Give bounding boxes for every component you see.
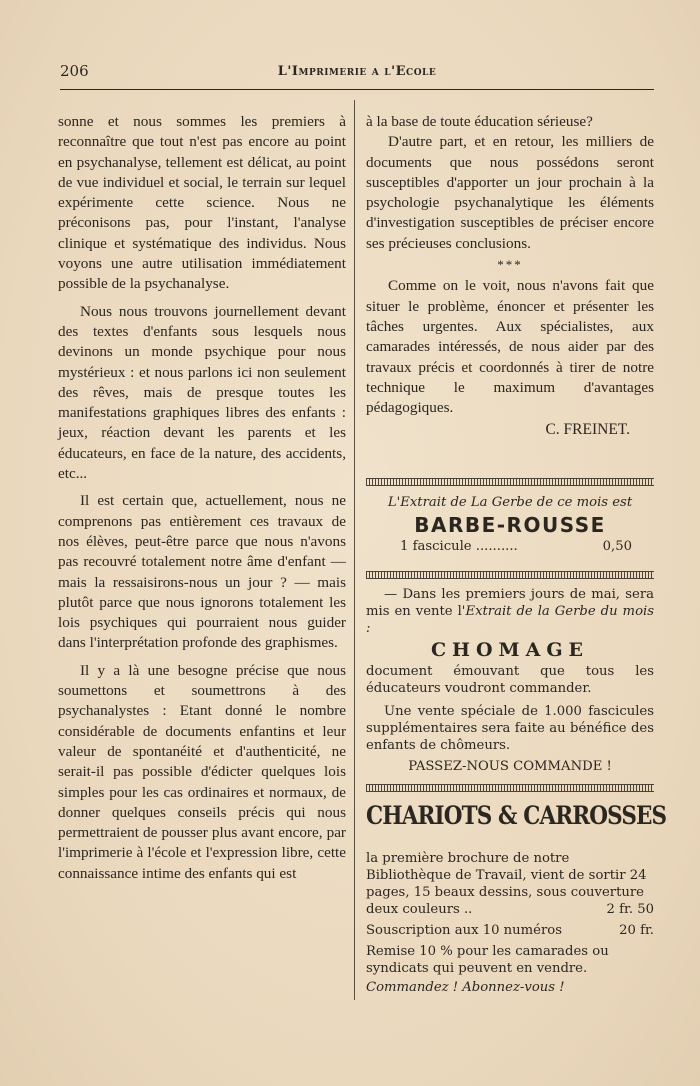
subscription-label: Souscription aux 10 numéros (366, 923, 562, 938)
ad-call-to-action: PASSEZ-NOUS COMMANDE ! (408, 759, 612, 774)
ad-title: CHARIOTS & CARROSSES (366, 801, 667, 830)
page-number: 206 (60, 62, 89, 80)
right-column (366, 112, 654, 441)
ad-sale-text: Une vente spéciale de 1.000 fascicules supplémentaires sera faite au bénéfice des enfants de chômeurs. (366, 704, 654, 753)
paragraph: Comme on le voit, nous n'avons fait que situer le problème, énoncer et présenter les tâches urgentes. Aux spécialistes, aux camarades intéressés, de nous aider par des travaux précis et coordonnés à tirer de notre technique le maximum d'avantages pédagogiques. (366, 277, 654, 417)
paragraph: Il y a là une besogne précise que nous soumettons et soumettrons à des psychanalystes : Etant donné le nombre considérable de documents enfantins et leur valeur de spontanéité et d'authenticité, ne serait-il pas possible d'édicter quelques lois simples pour les cas ordinaires et normaux, de donner quelques conseils précis qui nous permettraient de pousser plus avant encore, par l'imprimerie à l'école et l'expression libre, cette connaissance intime des enfants qui est (58, 661, 346, 882)
signature: C. FREINET. (545, 421, 630, 439)
discount-text: Remise 10 % pour les camarades ou syndicats qui peuvent en vendre. (366, 944, 609, 976)
ad-intro-text: — Dans les premiers jours de mai, sera mis en vente l' (366, 587, 654, 619)
ad-price-line (366, 538, 654, 556)
ad-chariots (366, 800, 667, 996)
section-separator: *** (497, 257, 523, 273)
ad-intro-italic: Extrait de la Gerbe du mois : (366, 604, 654, 636)
column-divider (354, 100, 355, 1000)
ad-body (366, 850, 654, 996)
paragraph: Nous nous trouvons journellement devant des textes d'enfants sous lesquels nous devinons un monde psychique pour nous mystérieux : et nous parlons ici non seulement des rêves, mais de presque toutes les manifestations graphiques libres des enfants : jeux, réaction devant les parents et les éducateurs, en face de la nature, des accidents, etc... (58, 302, 346, 483)
running-title: L'Imprimerie a l'Ecole (277, 64, 437, 79)
ad-intro: L'Extrait de La Gerbe de ce mois est (387, 495, 633, 510)
ad-description: la première brochure de notre Bibliothèque de Travail, vient de sortir 24 pages, 15 beaux dessins, sous couverture deux couleurs .. 2 fr. 50 (366, 851, 654, 917)
price-label: 1 fascicule .......... (400, 539, 518, 554)
subscription-line (366, 922, 654, 939)
ad-chomage (366, 586, 654, 775)
header-rule (60, 89, 654, 90)
price-value: 0,50 (602, 539, 632, 554)
paragraph: sonne et nous sommes les premiers à reconnaître que tout n'est pas encore au point en psychanalyse, tellement est délicat, au point de vue individuel et social, le terrain sur lequel expérimente cette science. Nous ne préconisons pas, pour l'instant, l'analyse clinique et systématique des individus. Nous voyons une autre utilisation immédiatement possible de la psychanalyse. (58, 113, 346, 293)
ad-price: 2 fr. 50 (606, 902, 654, 917)
ornamental-rule (366, 784, 654, 792)
ad-title: CHOMAGE (430, 639, 590, 661)
ad-barbe-rousse (366, 494, 654, 556)
left-column (58, 112, 346, 891)
paragraph: à la base de toute éducation sérieuse? (366, 113, 593, 130)
ornamental-rule (366, 478, 654, 486)
ad-intro (366, 586, 654, 637)
page-header (60, 62, 654, 86)
paragraph: D'autre part, et en retour, les milliers de documents que nous possédons seront susceptibles d'apporter un jour prochain à la psychologie psychanalytique les éléments d'investigation susceptibles de préciser encore ses précieuses conclusions. (366, 133, 654, 252)
ad-title: BARBE-ROUSSE (414, 513, 606, 537)
slogan: Commandez ! Abonnez-vous ! (366, 980, 565, 995)
paragraph: Il est certain que, actuellement, nous ne comprenons pas entièrement ces travaux de nos élèves, peut-être parce que nous n'avons pas recouvré totalement notre âme d'enfant — mais la ressaisirons-nous un jour ? — mais plutôt parce que nous ignorons totalement les lois psychiques qui pourraient nous guider dans l'interprétation profonde des graphismes. (58, 492, 346, 652)
ornamental-rule (366, 571, 654, 579)
subscription-price: 20 fr. (619, 923, 654, 938)
ad-description: document émouvant que tous les éducateurs voudront commander. (366, 664, 654, 696)
